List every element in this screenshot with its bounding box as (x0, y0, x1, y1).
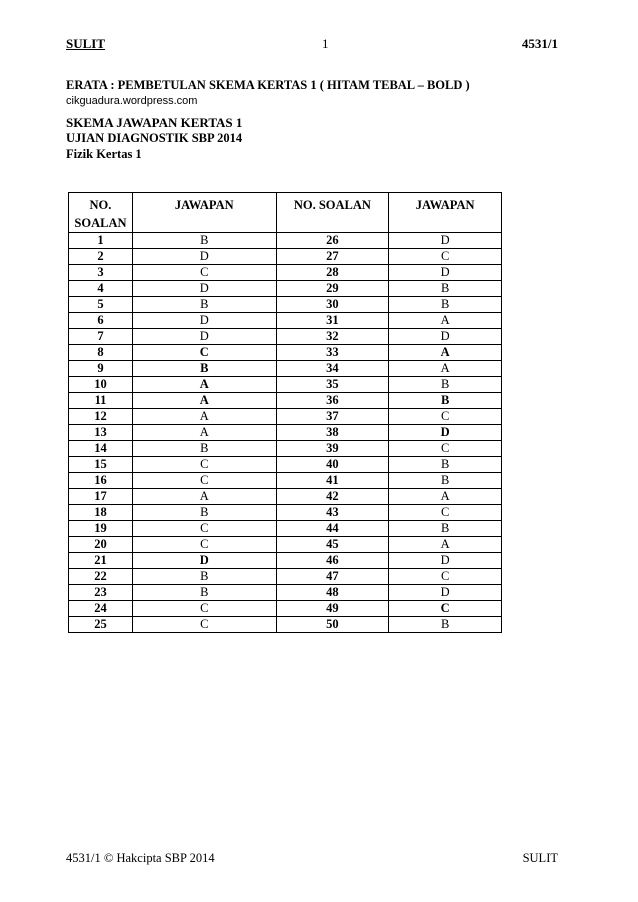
answer-cell: B (132, 441, 276, 457)
question-number: 36 (276, 393, 389, 409)
question-number: 50 (276, 617, 389, 633)
table-row (69, 601, 502, 617)
exam-name: UJIAN DIAGNOSTIK SBP 2014 (66, 131, 243, 145)
table-row (69, 377, 502, 393)
answer-cell: B (389, 521, 502, 537)
question-number: 48 (276, 585, 389, 601)
question-number: 24 (69, 601, 133, 617)
answer-cell: A (389, 313, 502, 329)
question-number: 21 (69, 553, 133, 569)
paper-code: 4531/1 (521, 36, 558, 51)
table-row (69, 553, 502, 569)
question-number: 46 (276, 553, 389, 569)
answer-cell: D (132, 281, 276, 297)
answer-cell: C (389, 569, 502, 585)
answer-cell: C (389, 441, 502, 457)
question-number: 8 (69, 345, 133, 361)
answer-cell: D (389, 585, 502, 601)
answer-cell: C (132, 473, 276, 489)
answer-cell: C (132, 457, 276, 473)
question-number: 41 (276, 473, 389, 489)
answer-cell: B (389, 377, 502, 393)
answer-cell: B (132, 297, 276, 313)
answer-cell: A (132, 409, 276, 425)
question-number: 44 (276, 521, 389, 537)
answer-cell: B (132, 569, 276, 585)
answer-cell: A (389, 537, 502, 553)
answer-cell: A (132, 377, 276, 393)
table-row (69, 569, 502, 585)
question-number: 39 (276, 441, 389, 457)
answer-cell: A (389, 361, 502, 377)
question-number: 6 (69, 313, 133, 329)
answer-cell: D (132, 249, 276, 265)
table-row (69, 441, 502, 457)
answer-cell: B (389, 297, 502, 313)
question-number: 15 (69, 457, 133, 473)
answer-cell: A (132, 425, 276, 441)
question-number: 12 (69, 409, 133, 425)
answer-cell: D (132, 313, 276, 329)
question-number: 17 (69, 489, 133, 505)
answer-cell: A (132, 489, 276, 505)
answer-cell: D (132, 329, 276, 345)
question-number: 42 (276, 489, 389, 505)
table-row (69, 505, 502, 521)
question-number: 32 (276, 329, 389, 345)
answer-cell: C (389, 249, 502, 265)
table-row (69, 409, 502, 425)
table-row (69, 585, 502, 601)
question-number: 49 (276, 601, 389, 617)
question-number: 43 (276, 505, 389, 521)
question-number: 34 (276, 361, 389, 377)
question-number: 23 (69, 585, 133, 601)
question-number: 20 (69, 537, 133, 553)
document-title: SKEMA JAWAPAN KERTAS 1 (66, 115, 243, 130)
answer-cell: B (389, 393, 502, 409)
answer-cell: D (389, 265, 502, 281)
answer-cell: D (389, 425, 502, 441)
question-number: 5 (69, 297, 133, 313)
table-row (69, 393, 502, 409)
header-classification: SULIT (66, 36, 106, 51)
answer-cell: C (389, 409, 502, 425)
question-number: 47 (276, 569, 389, 585)
table-row (69, 265, 502, 281)
table-row (69, 233, 502, 249)
answer-cell: B (389, 617, 502, 633)
question-number: 2 (69, 249, 133, 265)
answer-cell: C (132, 345, 276, 361)
answer-cell: B (389, 457, 502, 473)
question-number: 9 (69, 361, 133, 377)
header-question-no-1: NO. SOALAN (69, 193, 133, 233)
table-row (69, 361, 502, 377)
answer-cell: C (132, 265, 276, 281)
header-question-no-2: NO. SOALAN (276, 193, 389, 233)
answer-cell: D (389, 553, 502, 569)
answer-cell: D (132, 553, 276, 569)
answer-cell: B (132, 505, 276, 521)
table-row (69, 281, 502, 297)
table-row (69, 473, 502, 489)
table-row (69, 297, 502, 313)
answer-cell: C (389, 601, 502, 617)
subject-name: Fizik Kertas 1 (66, 147, 142, 161)
question-number: 22 (69, 569, 133, 585)
website-text: cikguadura.wordpress.com (66, 95, 198, 107)
answer-cell: D (389, 233, 502, 249)
table-header-row (69, 193, 502, 233)
answer-cell: C (132, 521, 276, 537)
answer-cell: C (132, 617, 276, 633)
question-number: 16 (69, 473, 133, 489)
answer-cell: A (132, 393, 276, 409)
question-number: 10 (69, 377, 133, 393)
answer-cell: C (389, 505, 502, 521)
answer-cell: B (132, 585, 276, 601)
answer-cell: C (132, 601, 276, 617)
question-number: 1 (69, 233, 133, 249)
question-number: 38 (276, 425, 389, 441)
table-row (69, 329, 502, 345)
answer-cell: B (132, 361, 276, 377)
answer-cell: B (389, 473, 502, 489)
question-number: 29 (276, 281, 389, 297)
question-number: 25 (69, 617, 133, 633)
question-number: 18 (69, 505, 133, 521)
erata-note: ERATA : PEMBETULAN SKEMA KERTAS 1 ( HITAM TEBAL – BOLD ) (66, 78, 470, 92)
page-number: 1 (322, 36, 329, 51)
question-number: 33 (276, 345, 389, 361)
header-answer-2: JAWAPAN (389, 193, 502, 233)
question-number: 14 (69, 441, 133, 457)
question-number: 37 (276, 409, 389, 425)
footer-classification: SULIT (522, 851, 558, 865)
table-row (69, 489, 502, 505)
answer-cell: D (389, 329, 502, 345)
table-row (69, 521, 502, 537)
answer-table-body (69, 233, 502, 633)
question-number: 4 (69, 281, 133, 297)
question-number: 7 (69, 329, 133, 345)
question-number: 40 (276, 457, 389, 473)
question-number: 28 (276, 265, 389, 281)
answer-cell: B (389, 281, 502, 297)
footer-copyright: 4531/1 © Hakcipta SBP 2014 (66, 851, 215, 865)
answer-cell: A (389, 345, 502, 361)
question-number: 30 (276, 297, 389, 313)
table-row (69, 537, 502, 553)
question-number: 45 (276, 537, 389, 553)
question-number: 3 (69, 265, 133, 281)
table-row (69, 249, 502, 265)
question-number: 26 (276, 233, 389, 249)
question-number: 31 (276, 313, 389, 329)
answer-table (68, 192, 502, 633)
table-row (69, 617, 502, 633)
question-number: 35 (276, 377, 389, 393)
answer-cell: B (132, 233, 276, 249)
table-row (69, 345, 502, 361)
question-number: 27 (276, 249, 389, 265)
header-answer-1: JAWAPAN (132, 193, 276, 233)
question-number: 13 (69, 425, 133, 441)
answer-cell: C (132, 537, 276, 553)
table-row (69, 425, 502, 441)
answer-cell: A (389, 489, 502, 505)
table-row (69, 313, 502, 329)
question-number: 19 (69, 521, 133, 537)
table-row (69, 457, 502, 473)
question-number: 11 (69, 393, 133, 409)
